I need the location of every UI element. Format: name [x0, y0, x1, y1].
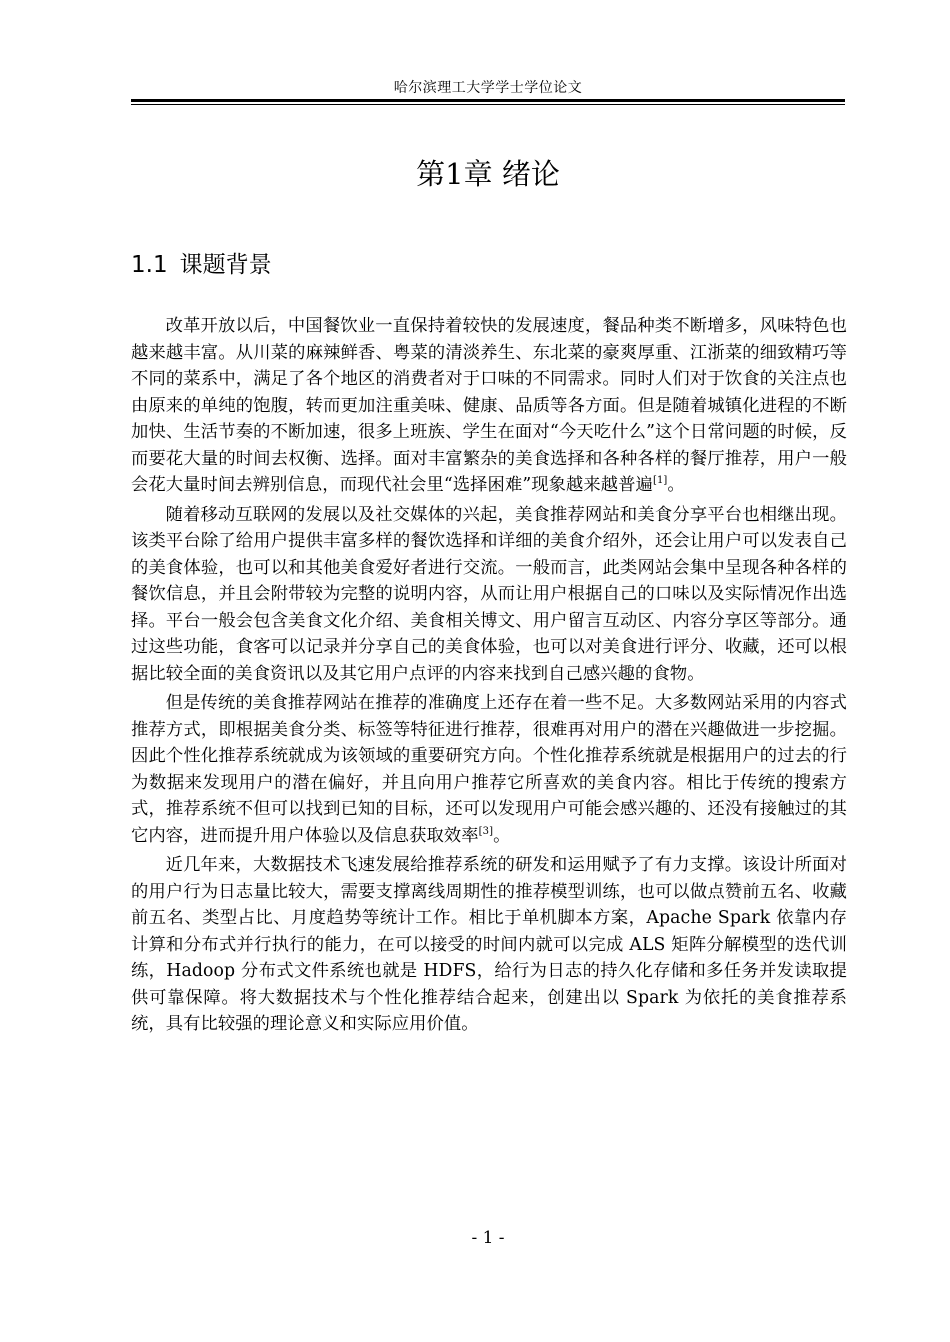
- citation-marker: [3]: [478, 825, 494, 837]
- paragraph-text: 改革开放以后，中国餐饮业一直保持着较快的发展速度，餐品种类不断增多，风味特色也越来越丰富。从川菜的麻辣鲜香、粤菜的清淡养生、东北菜的豪爽厚重、江浙菜的细致精巧等不同的菜系中，满足了各个地区的消费者对于口味的不同需求。同时人们对于饮食的关注点也由原来的单纯的饱腹，转而更加注重美味、健康、品质等各方面。但是随着城镇化进程的不断加快、生活节奏的不断加速，很多上班族、学生在面对“今天吃什么”这个日常问题的时候，反而要花大量的时间去权衡、选择。面对丰富繁杂的美食选择和各种各样的餐厅推荐，用户一般会花大量时间去辨别信息，而现代社会里“选择困难”现象越来越普遍: [131, 316, 847, 495]
- paragraph-text: 但是传统的美食推荐网站在推荐的准确度上还存在着一些不足。大多数网站采用的内容式推荐方式，即根据美食分类、标签等特征进行推荐，很难再对用户的潜在兴趣做进一步挖掘。因此个性化推荐系统就成为该领域的重要研究方向。个性化推荐系统就是根据用户的过去的行为数据来发现用户的潜在偏好，并且向用户推荐它所喜欢的美食内容。相比于传统的搜索方式，推荐系统不但可以找到已知的目标，还可以发现用户可能会感兴趣的、还没有接触过的其它内容，进而提升用户体验以及信息获取效率: [131, 693, 847, 846]
- paragraph-text: 近几年来，大数据技术飞速发展给推荐系统的研发和运用赋予了有力支撑。该设计所面对的用户行为日志量比较大，需要支撑离线周期性的推荐模型训练，也可以做点赞前五名、收藏前五名、类型占比、月度趋势等统计工作。相比于单机脚本方案，Apache Spark 依靠内存计算和分布式并行执行的能力，在可以接受的时间内就可以完成 ALS 矩阵分解模型的迭代训练，Hadoop 分布式文件系统也就是 HDFS，给行为日志的持久化存储和多任务并发读取提供可靠保障。将大数据技术与个性化推荐结合起来，创建出以 Spark 为依托的美食推荐系统，具有比较强的理论意义和实际应用价值。: [131, 855, 847, 1034]
- paragraph-end: 。: [667, 475, 685, 495]
- header-rule-thin: [131, 104, 845, 105]
- paragraph-text: 随着移动互联网的发展以及社交媒体的兴起，美食推荐网站和美食分享平台也相继出现。该类平台除了给用户提供丰富多样的餐饮选择和详细的美食介绍外，还会让用户可以发表自己的美食体验，也可以和其他美食爱好者进行交流。一般而言，此类网站会集中呈现各种各样的餐饮信息，并且会附带较为完整的说明内容，从而让用户根据自己的口味以及实际情况作出选择。平台一般会包含美食文化介绍、美食相关博文、用户留言互动区、内容分享区等部分。通过这些功能，食客可以记录并分享自己的美食体验，也可以对美食进行评分、收藏，还可以根据比较全面的美食资讯以及其它用户点评的内容来找到自己感兴趣的食物。: [131, 504, 847, 684]
- citation-marker: [1]: [652, 475, 668, 487]
- paragraph-4: [131, 852, 847, 1038]
- body-text: [131, 313, 847, 1041]
- paragraph-2: [131, 502, 847, 688]
- paragraph-1: [131, 313, 847, 499]
- paragraph-3: [131, 690, 847, 849]
- section-heading: [131, 248, 272, 282]
- section-title: 课题背景: [179, 252, 272, 278]
- section-number: 1.1: [131, 252, 168, 278]
- header-rule-thick: [131, 99, 845, 102]
- chapter-title: 第1章 绪论: [416, 157, 560, 191]
- running-header: 哈尔滨理工大学学士学位论文: [393, 80, 583, 96]
- page-number: - 1 -: [471, 1228, 505, 1248]
- paragraph-end: 。: [493, 825, 511, 846]
